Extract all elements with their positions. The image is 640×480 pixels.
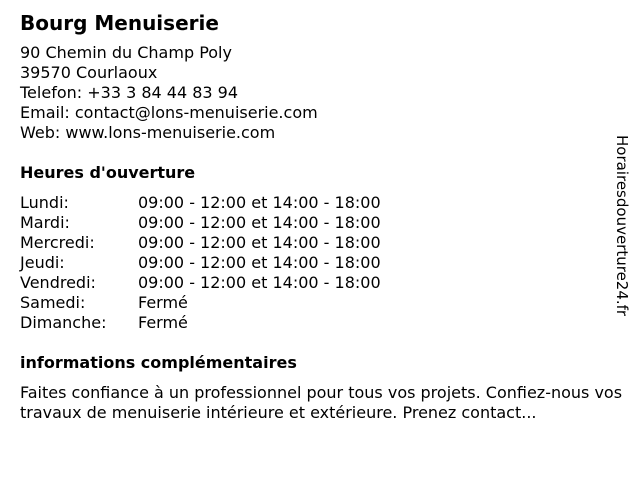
email-line: Email: contact@lons-menuiserie.com bbox=[20, 103, 318, 122]
opening-hours-heading: Heures d'ouverture bbox=[20, 163, 196, 182]
additional-info-text: Faites confiance à un professionnel pour tous vos projets. Confiez-nous vos travaux de menuiserie intérieure et extérieure. Prenez contact... bbox=[20, 383, 623, 422]
address-line-2: 39570 Courlaoux bbox=[20, 63, 158, 82]
hours-day-label: Lundi: bbox=[20, 193, 69, 212]
site-watermark-text: Horairesdouverture24.fr bbox=[613, 135, 631, 317]
address-line-1: 90 Chemin du Champ Poly bbox=[20, 43, 232, 62]
hours-row-tuesday bbox=[20, 213, 632, 233]
opening-hours-table bbox=[20, 193, 632, 333]
hours-time-value: 09:00 - 12:00 et 14:00 - 18:00 bbox=[138, 253, 381, 272]
hours-row-thursday bbox=[20, 253, 632, 273]
hours-row-monday bbox=[20, 193, 632, 213]
hours-day-label: Mercredi: bbox=[20, 233, 95, 252]
additional-info-heading: informations complémentaires bbox=[20, 353, 297, 372]
hours-day-label: Mardi: bbox=[20, 213, 70, 232]
hours-day-label: Jeudi: bbox=[20, 253, 65, 272]
hours-day-label: Vendredi: bbox=[20, 273, 96, 292]
hours-time-value: 09:00 - 12:00 et 14:00 - 18:00 bbox=[138, 213, 381, 232]
hours-time-value: Fermé bbox=[138, 293, 188, 312]
contact-block bbox=[20, 43, 632, 143]
hours-day-label: Dimanche: bbox=[20, 313, 107, 332]
hours-row-wednesday bbox=[20, 233, 632, 253]
hours-time-value: Fermé bbox=[138, 313, 188, 332]
hours-row-friday bbox=[20, 273, 632, 293]
hours-day-label: Samedi: bbox=[20, 293, 86, 312]
hours-time-value: 09:00 - 12:00 et 14:00 - 18:00 bbox=[138, 273, 381, 292]
phone-line: Telefon: +33 3 84 44 83 94 bbox=[20, 83, 239, 102]
hours-row-sunday bbox=[20, 313, 632, 333]
web-line: Web: www.lons-menuiserie.com bbox=[20, 123, 276, 142]
hours-time-value: 09:00 - 12:00 et 14:00 - 18:00 bbox=[138, 193, 381, 212]
business-info-panel bbox=[20, 10, 632, 423]
hours-row-saturday bbox=[20, 293, 632, 313]
site-watermark bbox=[612, 135, 632, 345]
hours-time-value: 09:00 - 12:00 et 14:00 - 18:00 bbox=[138, 233, 381, 252]
business-name: Bourg Menuiserie bbox=[20, 11, 219, 35]
